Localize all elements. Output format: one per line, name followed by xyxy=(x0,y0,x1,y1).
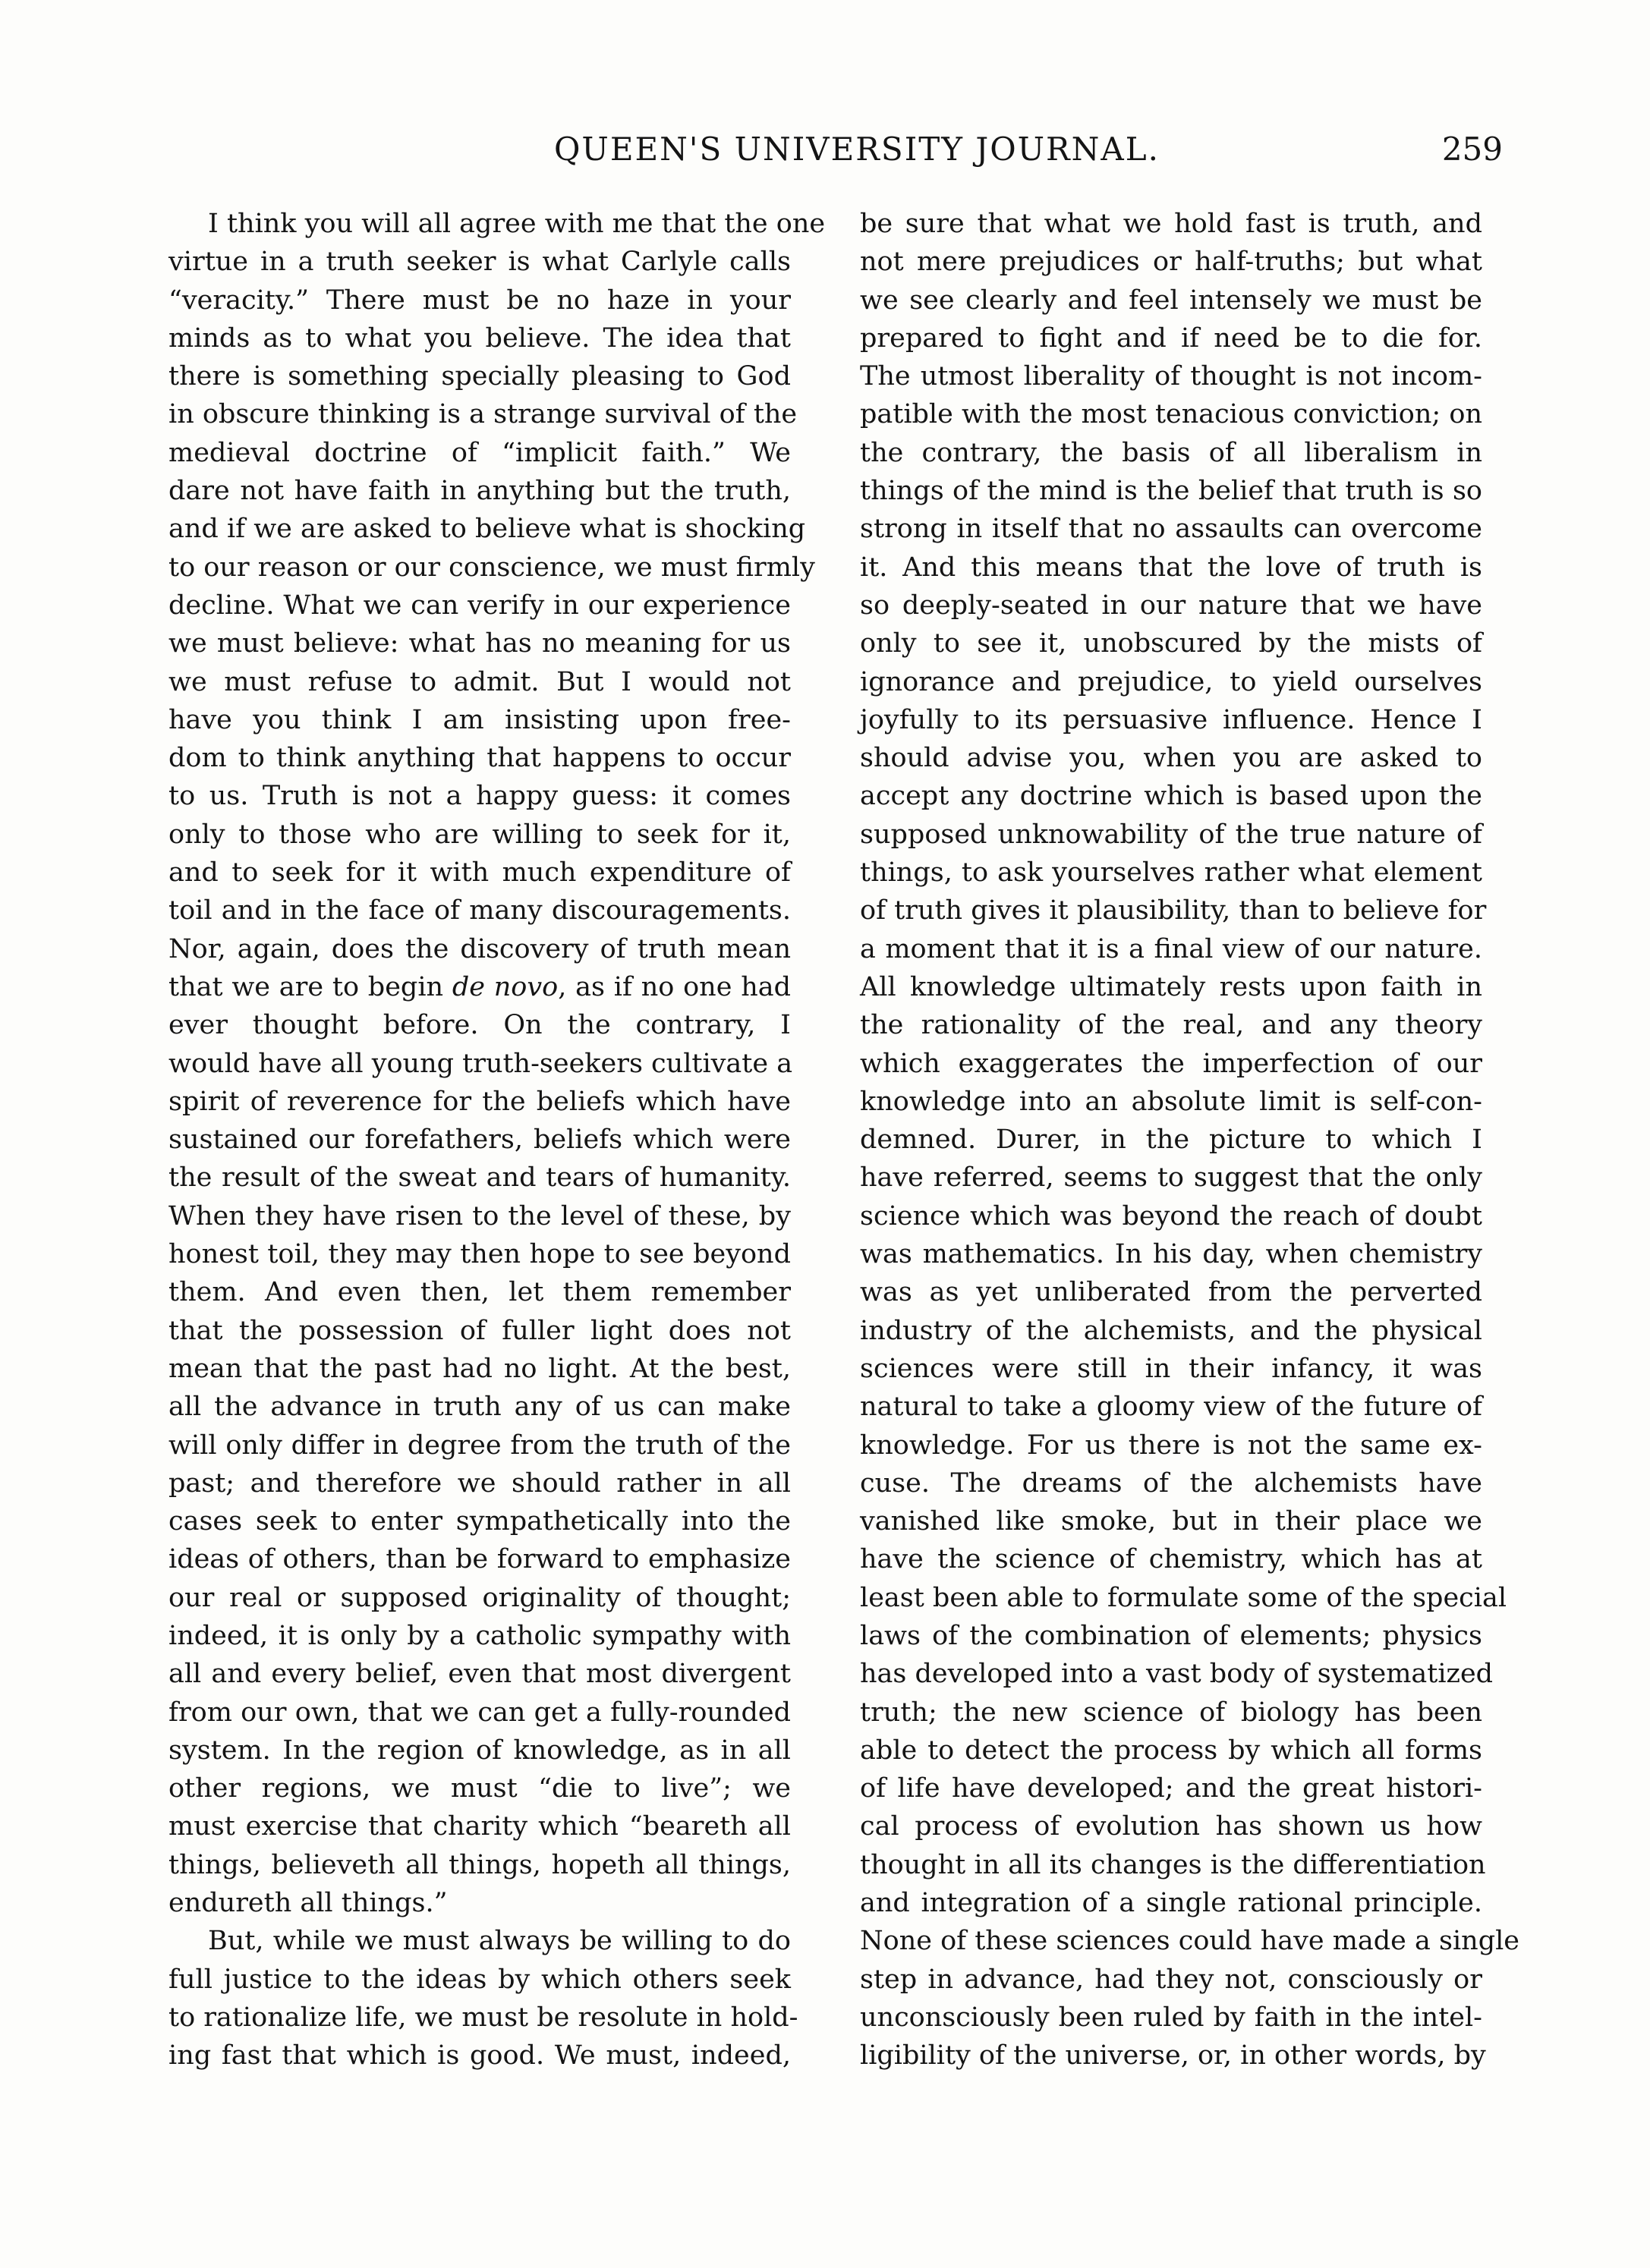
text-line: industry of the alchemists, and the physical xyxy=(860,1315,1482,1346)
text-line: cuse. The dreams of the alchemists have xyxy=(860,1467,1482,1499)
text-line: to our reason or our conscience, we must firmly xyxy=(168,552,815,583)
text-line: toil and in the face of many discouragements. xyxy=(168,895,791,926)
text-line: strong in itself that no assaults can overcome xyxy=(860,514,1482,545)
text-line: that the possession of fuller light does not xyxy=(168,1315,791,1346)
text-line: dom to think anything that happens to occur xyxy=(168,743,791,774)
text-line: prepared to fight and if need be to die for. xyxy=(860,322,1482,354)
text-line: indeed, it is only by a catholic sympathy with xyxy=(168,1620,791,1651)
text-line: it. And this means that the love of truth is xyxy=(860,552,1482,583)
text-line: “veracity.” There must be no haze in your xyxy=(168,285,791,316)
text-line: step in advance, had they not, consciously or xyxy=(860,1964,1482,1995)
text-line: demned. Durer, in the picture to which I xyxy=(860,1125,1482,1156)
text-line: have referred, seems to suggest that the only xyxy=(860,1162,1482,1194)
text-line: our real or supposed originality of thought; xyxy=(168,1582,791,1613)
text-line: not mere prejudices or half-truths; but what xyxy=(860,247,1482,278)
text-line: past; and therefore we should rather in all xyxy=(168,1467,791,1499)
running-header xyxy=(152,131,1503,176)
text-line: All knowledge ultimately rests upon faith in xyxy=(860,971,1482,1002)
text-line: science which was beyond the reach of doubt xyxy=(860,1200,1482,1232)
text-line: sustained our forefathers, beliefs which were xyxy=(168,1125,791,1156)
text-line: the result of the sweat and tears of humanity. xyxy=(168,1162,791,1194)
text-line: of truth gives it plausibility, than to believe for xyxy=(860,895,1487,926)
text-line: only to those who are willing to seek for it, xyxy=(168,819,791,850)
page-number: 259 xyxy=(1441,131,1503,168)
text-line: all and every belief, even that most divergent xyxy=(168,1659,791,1690)
text-line: we must refuse to admit. But I would not xyxy=(168,666,791,697)
text-line: able to detect the process by which all forms xyxy=(860,1735,1482,1766)
text-line: in obscure thinking is a strange survival of the xyxy=(168,399,798,430)
text-line: laws of the combination of elements; physics xyxy=(860,1620,1482,1651)
text-line: But, while we must always be willing to do xyxy=(208,1926,791,1957)
text-line: have you think I am insisting upon free- xyxy=(168,704,791,735)
text-line: of life have developed; and the great histori- xyxy=(860,1773,1482,1804)
text-line: so deeply-seated in our nature that we have xyxy=(860,590,1482,621)
text-line: virtue in a truth seeker is what Carlyle calls xyxy=(168,247,791,278)
text-line: to us. Truth is not a happy guess: it comes xyxy=(168,781,791,812)
text-line: things, to ask yourselves rather what element xyxy=(860,857,1482,889)
text-line: a moment that it is a final view of our nature. xyxy=(860,933,1482,964)
text-line: joyfully to its persuasive influence. Hence I xyxy=(860,704,1482,735)
left-text-column xyxy=(168,205,826,2075)
text-line: things, believeth all things, hopeth all things, xyxy=(168,1849,791,1880)
text-line: honest toil, they may then hope to see beyond xyxy=(168,1239,791,1270)
text-line: other regions, we must “die to live”; we xyxy=(168,1773,791,1804)
text-line: patible with the most tenacious conviction; on xyxy=(860,399,1482,430)
text-line: things of the mind is the belief that truth is so xyxy=(860,476,1482,507)
text-line: would have all young truth-seekers cultivate a xyxy=(168,1048,793,1079)
text-line: system. In the region of knowledge, as in all xyxy=(168,1735,791,1766)
text-line: supposed unknowability of the true nature of xyxy=(860,819,1482,850)
text-line: least been able to formulate some of the special xyxy=(860,1582,1507,1613)
text-line: be sure that what we hold fast is truth, and xyxy=(860,209,1482,239)
text-line: have the science of chemistry, which has at xyxy=(860,1544,1482,1575)
text-line: we must believe: what has no meaning for us xyxy=(168,628,791,659)
text-line: ligibility of the universe, or, in other words, by xyxy=(860,2040,1486,2071)
text-line: cases seek to enter sympathetically into the xyxy=(168,1506,791,1537)
text-line: will only differ in degree from the truth of the xyxy=(168,1430,791,1461)
text-line: that we are to begin de novo, as if no one had xyxy=(168,971,792,1002)
text-line: unconsciously been ruled by faith in the intel- xyxy=(860,2002,1482,2033)
text-line: we see clearly and feel intensely we must be xyxy=(860,285,1482,316)
text-line: truth; the new science of biology has been xyxy=(860,1697,1482,1728)
text-line: endureth all things.” xyxy=(168,1888,448,1919)
text-line: minds as to what you believe. The idea that xyxy=(168,322,791,354)
text-line: thought in all its changes is the differentiation xyxy=(860,1849,1486,1880)
text-line: must exercise that charity which “beareth all xyxy=(168,1811,791,1842)
text-line: mean that the past had no light. At the best, xyxy=(168,1353,791,1384)
text-line: them. And even then, let them remember xyxy=(168,1277,791,1308)
text-line: and integration of a single rational principle. xyxy=(860,1888,1482,1919)
text-line: only to see it, unobscured by the mists of xyxy=(860,628,1482,659)
text-line: was mathematics. In his day, when chemistry xyxy=(860,1239,1482,1270)
text-line: I think you will all agree with me that the one xyxy=(208,209,826,239)
text-line: Nor, again, does the discovery of truth mean xyxy=(168,933,791,964)
text-line: from our own, that we can get a fully-rounded xyxy=(168,1697,791,1728)
text-line: The utmost liberality of thought is not incom- xyxy=(860,361,1482,392)
text-line: decline. What we can verify in our experience xyxy=(168,590,791,621)
text-line: accept any doctrine which is based upon the xyxy=(860,781,1482,812)
text-line: sciences were still in their infancy, it was xyxy=(860,1353,1482,1384)
text-line: None of these sciences could have made a single xyxy=(860,1926,1520,1957)
text-line: all the advance in truth any of us can make xyxy=(168,1392,791,1423)
text-line: and if we are asked to believe what is shocking xyxy=(168,514,806,545)
journal-title: QUEEN'S UNIVERSITY JOURNAL. xyxy=(554,131,1160,168)
text-line: the rationality of the real, and any theory xyxy=(860,1010,1482,1041)
text-line: full justice to the ideas by which others seek xyxy=(168,1964,791,1995)
text-line: ideas of others, than be forward to emphasize xyxy=(168,1544,791,1575)
text-line: natural to take a gloomy view of the future of xyxy=(860,1392,1482,1423)
text-line: was as yet unliberated from the perverted xyxy=(860,1277,1482,1308)
right-text-column xyxy=(860,205,1520,2075)
text-line: cal process of evolution has shown us how xyxy=(860,1811,1482,1842)
text-line: there is something specially pleasing to God xyxy=(168,361,791,392)
text-line: spirit of reverence for the beliefs which have xyxy=(168,1086,791,1117)
text-line: vanished like smoke, but in their place we xyxy=(860,1506,1482,1537)
text-line: to rationalize life, we must be resolute in hold- xyxy=(168,2002,798,2033)
text-line: ever thought before. On the contrary, I xyxy=(168,1010,791,1041)
text-line: the contrary, the basis of all liberalism in xyxy=(860,437,1482,468)
text-line: knowledge. For us there is not the same ex- xyxy=(860,1430,1482,1461)
text-line: ing fast that which is good. We must, indeed, xyxy=(168,2040,791,2071)
text-line: should advise you, when you are asked to xyxy=(860,743,1482,774)
text-line: which exaggerates the imperfection of our xyxy=(860,1048,1482,1079)
text-line: dare not have faith in anything but the truth, xyxy=(168,476,791,507)
text-line: has developed into a vast body of systematized xyxy=(860,1659,1494,1690)
text-line: and to seek for it with much expenditure of xyxy=(168,857,791,889)
text-line: When they have risen to the level of these, by xyxy=(168,1200,791,1232)
text-line: medieval doctrine of “implicit faith.” We xyxy=(168,437,791,468)
text-line: knowledge into an absolute limit is self-con- xyxy=(860,1086,1482,1117)
text-line: ignorance and prejudice, to yield ourselves xyxy=(860,666,1482,697)
